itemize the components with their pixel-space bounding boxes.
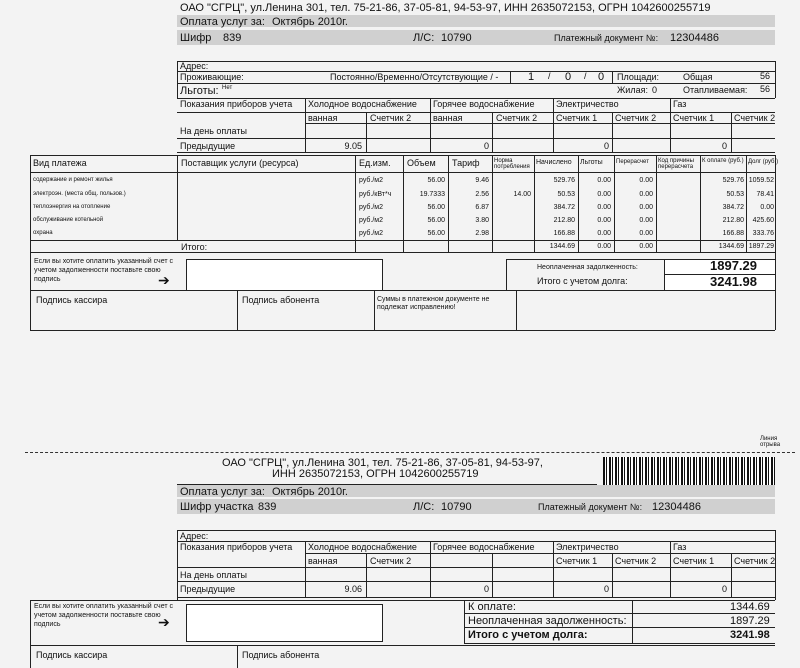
row-benefits: 0.00 xyxy=(597,217,611,224)
cold-bath-label: ванная xyxy=(308,113,338,123)
area-total-label: Общая xyxy=(683,72,713,82)
arrow-icon: ➔ xyxy=(158,272,170,288)
row-unit: руб./м2 xyxy=(359,204,383,211)
hot-water-header: Горячее водоснабжение xyxy=(433,99,535,109)
area-total-value: 56 xyxy=(760,71,771,81)
prev-cold: 9.05 xyxy=(344,141,362,151)
row-tariff: 3.80 xyxy=(475,217,489,224)
th-recalc: Перерасчет xyxy=(616,159,649,165)
slash: / xyxy=(548,71,551,81)
row-name: обслуживание котельной xyxy=(33,217,104,223)
living-label: Жилая: xyxy=(617,85,648,95)
pay-note: Если вы хотите оплатить указанный счет с учетом задолженности поставьте свою подпись xyxy=(34,258,174,283)
row-debt: 78.41 xyxy=(756,191,774,198)
row-benefits: 0.00 xyxy=(597,191,611,198)
cold-water-header: Холодное водоснабжение xyxy=(308,542,417,552)
th-tariff: Тариф xyxy=(452,158,480,168)
row-charged: 212.80 xyxy=(553,217,575,224)
account-label: Л/С: xyxy=(413,32,435,44)
on-day-label: На день оплаты xyxy=(180,570,247,580)
th-supplier: Поставщик услуги (ресурса) xyxy=(181,158,299,168)
row-tariff: 2.98 xyxy=(475,230,489,237)
prev-gas: 0 xyxy=(721,584,727,594)
row-volume: 56.00 xyxy=(427,177,445,184)
period-label: Оплата услуг за: xyxy=(180,486,265,498)
on-day-label: На день оплаты xyxy=(180,126,247,136)
prev-hot: 0 xyxy=(483,141,489,151)
cut-line-label: Линия отрыва xyxy=(760,436,781,448)
row-pay: 166.88 xyxy=(722,230,744,237)
address-label: Адрес: xyxy=(180,531,209,541)
row-name: теплоэнергия на отопление xyxy=(33,204,111,210)
th-unit: Ед.изм. xyxy=(359,158,391,168)
row-recalc: 0.00 xyxy=(639,191,653,198)
total-pay: 1344.69 xyxy=(718,243,744,250)
to-pay-value: 1344.69 xyxy=(730,601,770,613)
th-payment-type: Вид платежа xyxy=(33,158,87,168)
doc-label: Платежный документ №: xyxy=(538,502,643,512)
heated-value: 56 xyxy=(760,84,771,94)
row-recalc: 0.00 xyxy=(639,217,653,224)
total-debt-value: 3241.98 xyxy=(730,629,770,641)
row-name: электроэн. (места общ. пользов.) xyxy=(33,191,126,197)
row-pay: 50.53 xyxy=(726,191,744,198)
subscriber-sign: Подпись абонента xyxy=(242,295,320,305)
unpaid-value: 1897.29 xyxy=(730,615,770,627)
row-tariff: 9.46 xyxy=(475,177,489,184)
residents-value-2: 0 xyxy=(565,71,572,83)
row-debt: 333.76 xyxy=(752,230,774,237)
gas-header: Газ xyxy=(673,99,687,109)
row-volume: 56.00 xyxy=(427,217,445,224)
row-charged: 50.53 xyxy=(557,191,575,198)
not-correctable-note: Суммы в платежном документе не подлежат исправлению! xyxy=(377,296,490,312)
row-norm: 14.00 xyxy=(513,191,531,198)
cold-counter2-label: Счетчик 2 xyxy=(370,113,412,123)
row-recalc: 0.00 xyxy=(639,177,653,184)
el-counter1-label: Счетчик 1 xyxy=(556,556,598,566)
subscriber-sign: Подпись абонента xyxy=(242,650,320,660)
signature-box[interactable] xyxy=(186,259,383,291)
th-recalc-code: Код причины перерасчета xyxy=(658,158,694,170)
total-benefits: 0.00 xyxy=(597,243,611,250)
cashier-sign: Подпись кассира xyxy=(36,650,108,660)
account-value: 10790 xyxy=(441,32,472,44)
code-value: 839 xyxy=(223,32,242,44)
to-pay-label: К оплате: xyxy=(468,601,516,613)
prev-gas: 0 xyxy=(721,141,727,151)
hot-counter2-label: Счетчик 2 xyxy=(496,113,538,123)
unpaid-label: Неоплаченная задолженность: xyxy=(537,264,638,271)
row-unit: руб./м2 xyxy=(359,230,383,237)
row-unit: руб./м2 xyxy=(359,217,383,224)
prev-hot: 0 xyxy=(483,584,489,594)
row-debt: 0.00 xyxy=(760,204,774,211)
row-tariff: 6.87 xyxy=(475,204,489,211)
code-label: Шифр xyxy=(180,32,212,44)
company-header-line2: ИНН 2635072153, ОГРН 1042600255719 xyxy=(272,468,479,480)
code-label: Шифр участка xyxy=(180,501,254,513)
row-benefits: 0.00 xyxy=(597,204,611,211)
th-charged: Начислено xyxy=(536,159,572,166)
row-charged: 384.72 xyxy=(553,204,575,211)
row-tariff: 2.56 xyxy=(475,191,489,198)
meters-title: Показания приборов учета xyxy=(180,542,293,552)
prev-cold: 9.06 xyxy=(344,584,362,594)
prev-electric: 0 xyxy=(603,584,609,594)
cold-bath-label: ванная xyxy=(308,556,338,566)
row-unit: руб./м2 xyxy=(359,177,383,184)
row-pay: 384.72 xyxy=(722,204,744,211)
row-pay: 529.76 xyxy=(722,177,744,184)
gas-counter1-label: Счетчик 1 xyxy=(673,556,715,566)
living-value: 0 xyxy=(652,85,658,95)
heated-label: Отапливаемая: xyxy=(683,85,748,95)
gas-counter1-label: Счетчик 1 xyxy=(673,113,715,123)
account-value: 10790 xyxy=(441,501,472,513)
row-benefits: 0.00 xyxy=(597,177,611,184)
row-name: охрана xyxy=(33,230,53,236)
benefits-value: Нет xyxy=(222,85,233,91)
residents-value-1: 1 xyxy=(528,71,535,83)
row-debt: 425.60 xyxy=(752,217,774,224)
account-label: Л/С: xyxy=(413,501,435,513)
el-counter1-label: Счетчик 1 xyxy=(556,113,598,123)
total-charged: 1344.69 xyxy=(549,243,575,250)
signature-box[interactable] xyxy=(186,604,383,642)
row-recalc: 0.00 xyxy=(639,230,653,237)
previous-label: Предыдущие xyxy=(180,141,236,151)
row-unit: руб./кВт*ч xyxy=(359,191,392,198)
electric-header: Электричество xyxy=(556,542,619,552)
gas-counter2-label: Счетчик 2 xyxy=(734,113,776,123)
gas-header: Газ xyxy=(673,542,687,552)
row-volume: 56.00 xyxy=(427,204,445,211)
row-charged: 529.76 xyxy=(553,177,575,184)
total-label: Итого: xyxy=(181,242,208,252)
residents-types: Постоянно/Временно/Отсутствующие / - xyxy=(330,72,499,82)
row-volume: 56.00 xyxy=(427,230,445,237)
th-norm: Норма потребления xyxy=(494,158,530,170)
total-debt-label: Итого с учетом долга: xyxy=(468,629,588,641)
doc-value: 12304486 xyxy=(670,32,719,44)
total-debt-label: Итого с учетом долга: xyxy=(537,276,628,286)
period-value: Октябрь 2010г. xyxy=(272,16,348,28)
period-label: Оплата услуг за: xyxy=(180,16,265,28)
gas-counter2-label: Счетчик 2 xyxy=(734,556,776,566)
total-recalc: 0.00 xyxy=(639,243,653,250)
barcode-image xyxy=(603,457,775,485)
th-benefits: Льготы xyxy=(580,159,603,166)
th-volume: Объем xyxy=(407,158,436,168)
address-label: Адрес: xyxy=(180,61,209,71)
total-debt: 1897.29 xyxy=(748,243,774,250)
prev-electric: 0 xyxy=(603,141,609,151)
meters-title: Показания приборов учета xyxy=(180,99,293,109)
row-recalc: 0.00 xyxy=(639,204,653,211)
area-label: Площади: xyxy=(617,72,660,82)
total-debt-value: 3241.98 xyxy=(710,274,757,289)
company-header: ОАО "СГРЦ", ул.Ленина 301, тел. 75-21-86, 37-05-81, 94-53-97, ИНН 2635072153, ОГРН 1042600255719 xyxy=(180,2,711,14)
previous-label: Предыдущие xyxy=(180,584,236,594)
row-pay: 212.80 xyxy=(722,217,744,224)
cut-line xyxy=(25,452,795,453)
unpaid-label: Неоплаченная задолженность: xyxy=(468,615,627,627)
hot-water-header: Горячее водоснабжение xyxy=(433,542,535,552)
doc-label: Платежный документ №: xyxy=(554,33,659,43)
residents-value-3: 0 xyxy=(598,71,605,83)
residents-label: Проживающие: xyxy=(180,72,244,82)
pay-note: Если вы хотите оплатить указанный счет с учетом задолженности поставьте свою подпись xyxy=(34,603,174,628)
el-counter2-label: Счетчик 2 xyxy=(615,113,657,123)
code-value: 839 xyxy=(258,501,277,513)
benefits-label: Льготы: xyxy=(180,85,219,97)
row-debt: 1059.52 xyxy=(748,177,774,184)
electric-header: Электричество xyxy=(556,99,619,109)
row-benefits: 0.00 xyxy=(597,230,611,237)
th-to-pay: К оплате (руб.) xyxy=(702,158,744,164)
el-counter2-label: Счетчик 2 xyxy=(615,556,657,566)
cashier-sign: Подпись кассира xyxy=(36,295,108,305)
cold-water-header: Холодное водоснабжение xyxy=(308,99,417,109)
cold-counter2-label: Счетчик 2 xyxy=(370,556,412,566)
doc-value: 12304486 xyxy=(652,501,701,513)
row-charged: 166.88 xyxy=(553,230,575,237)
unpaid-value: 1897.29 xyxy=(710,258,757,273)
hot-bath-label: ванная xyxy=(433,113,463,123)
period-value: Октябрь 2010г. xyxy=(272,486,348,498)
slash: / xyxy=(584,71,587,81)
row-volume: 19.7333 xyxy=(419,191,445,198)
company-header-line1: ОАО "СГРЦ", ул.Ленина 301, тел. 75-21-86, 37-05-81, 94-53-97, xyxy=(222,457,543,469)
th-debt: Долг (руб.) xyxy=(748,159,779,165)
row-name: содержание и ремонт жилья xyxy=(33,177,113,183)
arrow-icon: ➔ xyxy=(158,614,170,630)
